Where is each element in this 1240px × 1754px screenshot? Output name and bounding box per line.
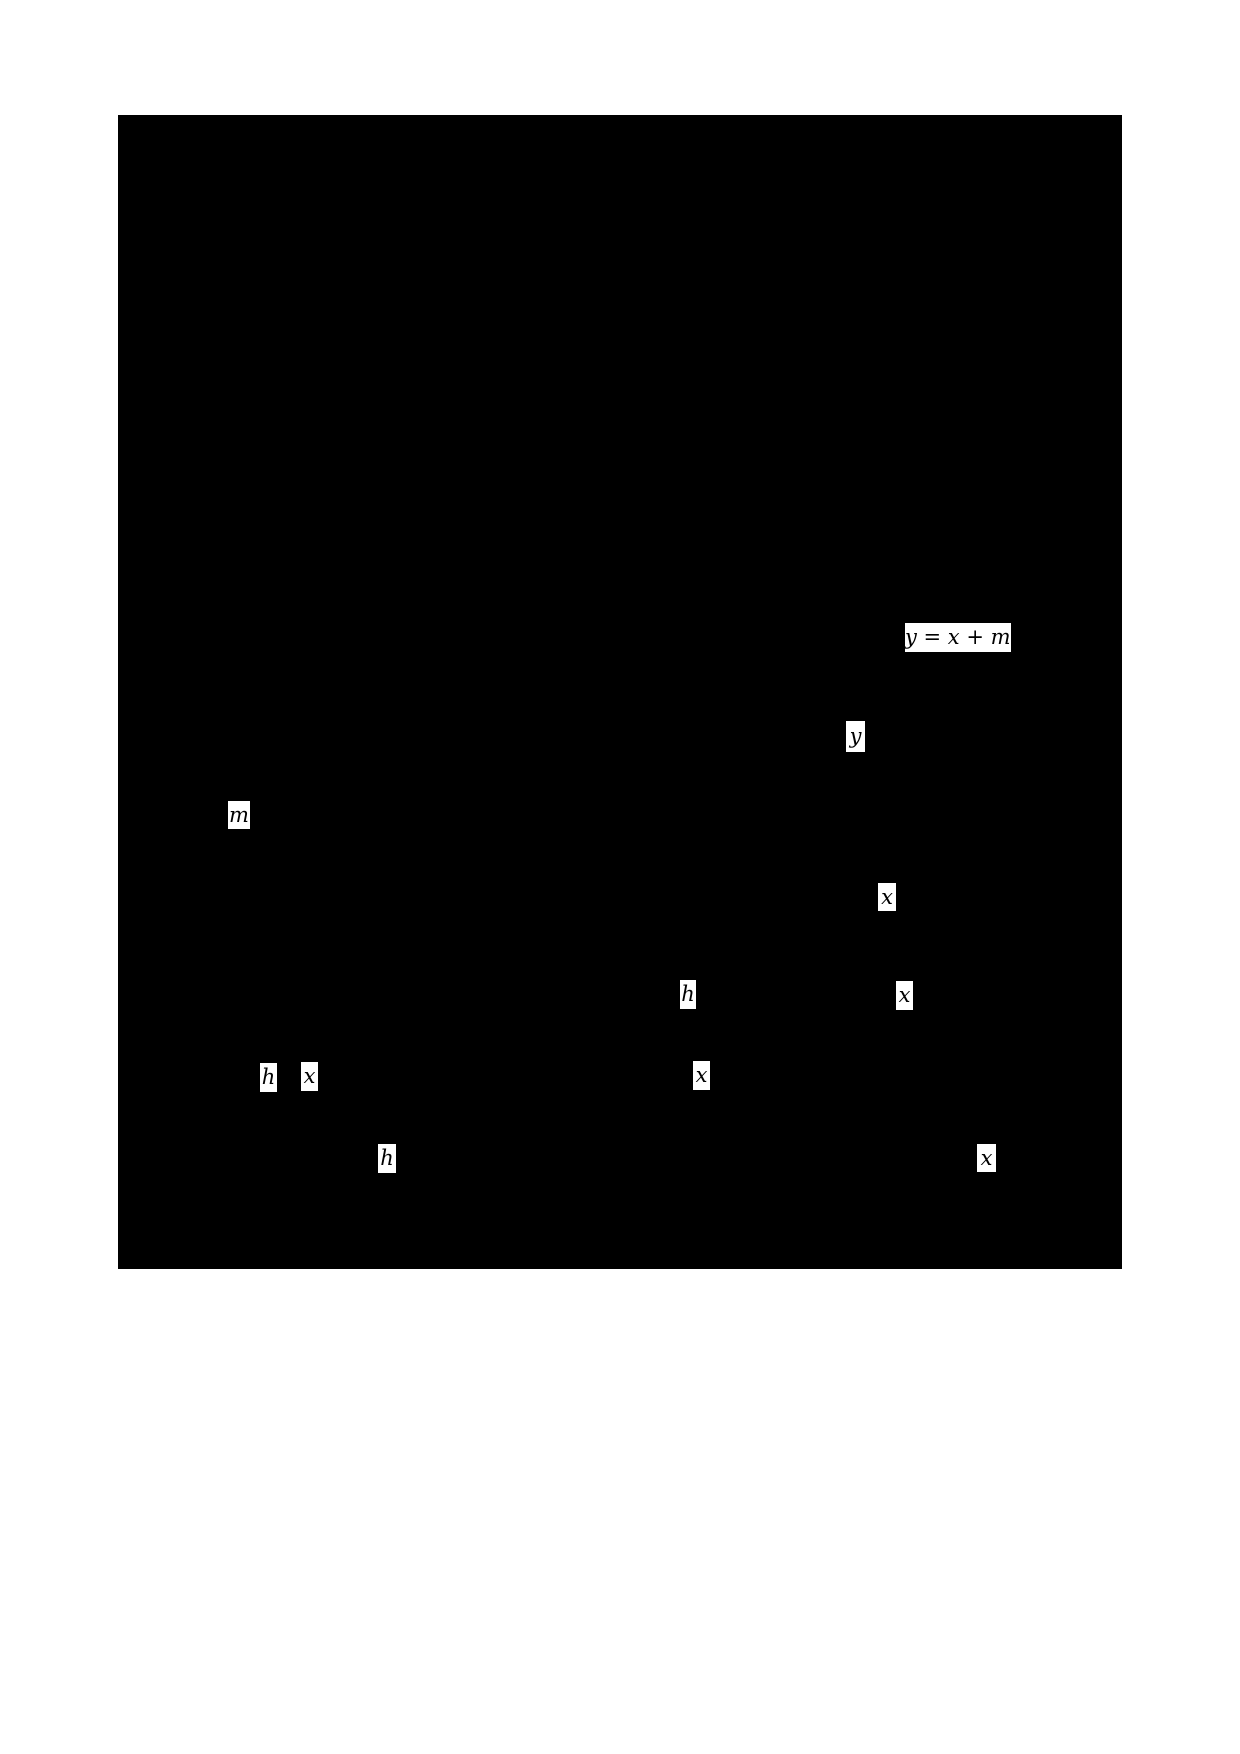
math-label-equation: y = x + m [905,623,1011,652]
math-label-x-right-upper: x [878,883,896,911]
math-label-x-center: x [693,1061,710,1090]
math-label-x-left: x [301,1062,318,1091]
math-label-y: y [846,721,865,752]
math-label-h-left: h [260,1063,277,1092]
math-label-m: m [228,801,250,829]
math-label-h-bottom-left: h [378,1144,396,1173]
math-label-h-center: h [680,980,696,1009]
math-label-x-right-mid: x [896,981,913,1010]
math-label-x-bottom-right: x [977,1144,996,1172]
figure-black-region [118,115,1122,1269]
